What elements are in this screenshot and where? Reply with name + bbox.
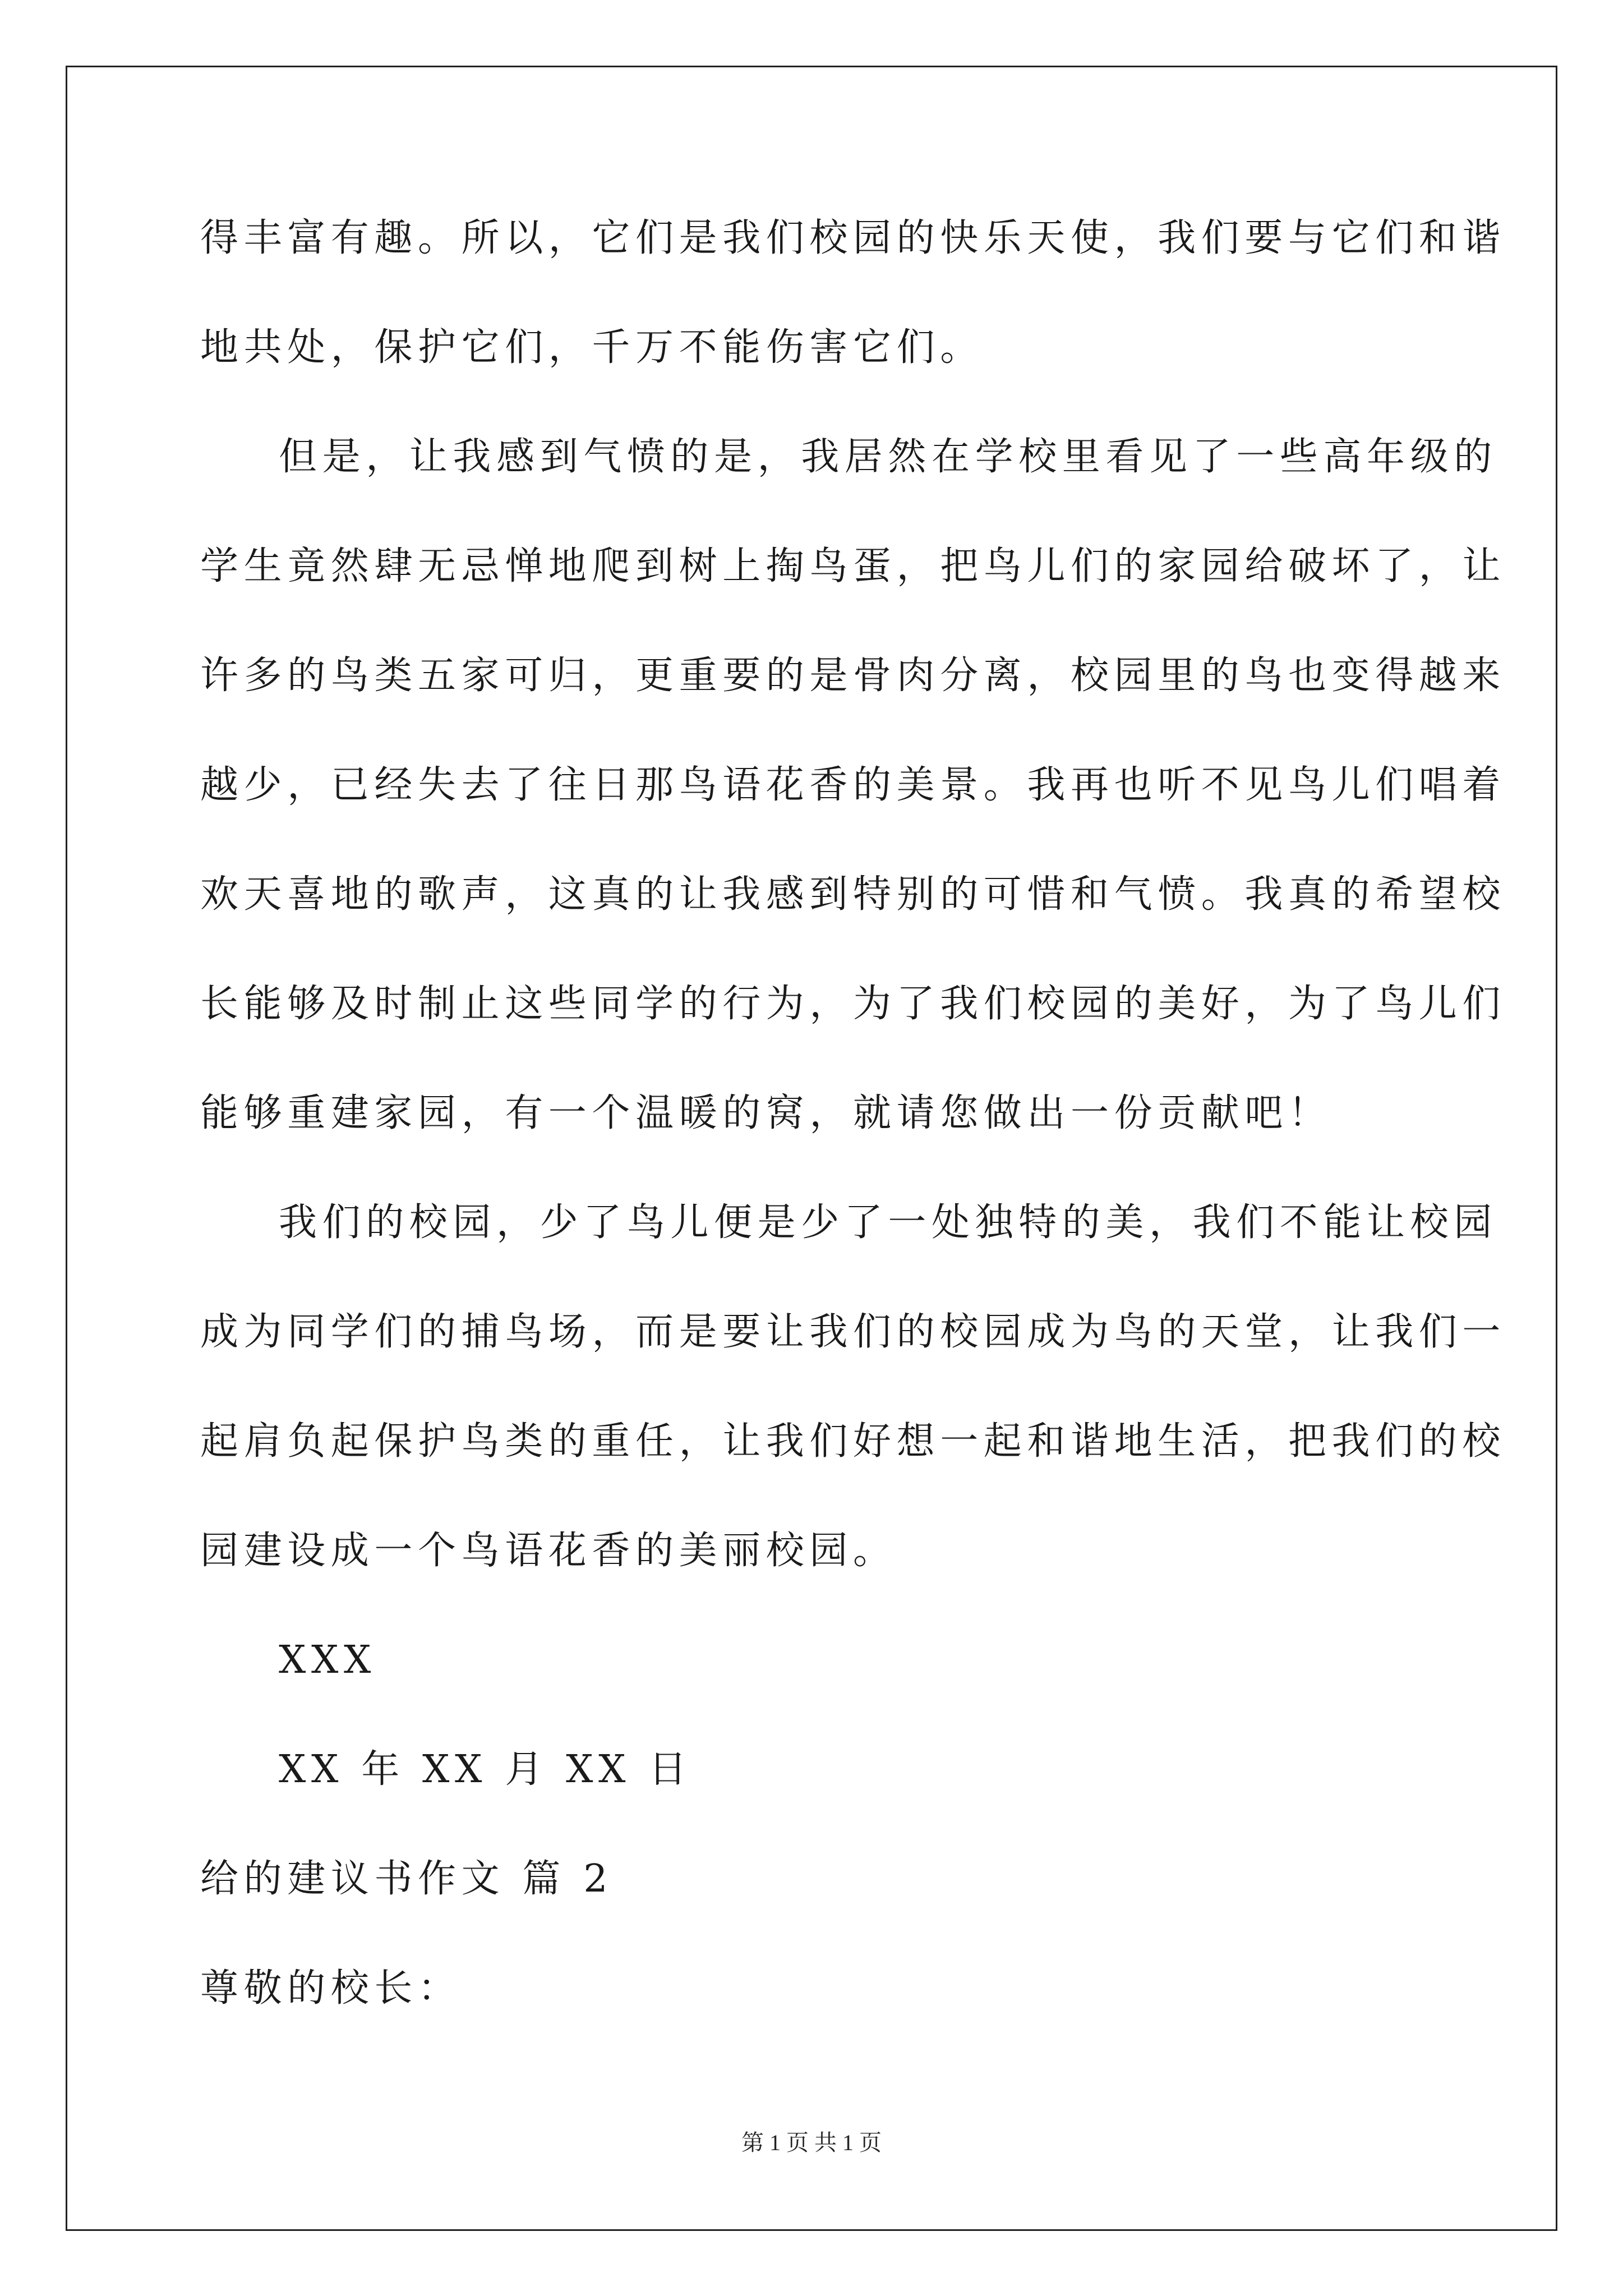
- text-line: 起肩负起保护鸟类的重任，让我们好想一起和谐地生活，把我们的校: [200, 1419, 1506, 1464]
- text-line: 得丰富有趣。所以，它们是我们校园的快乐天使，我们要与它们和谐: [200, 216, 1506, 260]
- text-line: 学生竟然肆无忌惮地爬到树上掏鸟蛋，把鸟儿们的家园给破坏了，让: [200, 544, 1506, 588]
- text-line: 越少，已经失去了往日那鸟语花香的美景。我再也听不见鸟儿们唱着: [200, 763, 1506, 807]
- text-line: 许多的鸟类五家可归，更重要的是骨肉分离，校园里的鸟也变得越来: [200, 654, 1506, 698]
- text-line: 我们的校园，少了鸟儿便是少了一处独特的美，我们不能让校园: [279, 1200, 1497, 1245]
- signature: XXX: [279, 1638, 377, 1682]
- text-line: 成为同学们的捕鸟场，而是要让我们的校园成为鸟的天堂，让我们一: [200, 1310, 1506, 1354]
- text-line: 能够重建家园，有一个温暖的窝，就请您做出一份贡献吧！: [200, 1091, 1332, 1135]
- text-line: 长能够及时制止这些同学的行为，为了我们校园的美好，为了鸟儿们: [200, 982, 1506, 1026]
- salutation: 尊敬的校长：: [200, 1966, 462, 2010]
- section-heading: 给的建议书作文 篇 2: [200, 1857, 614, 1901]
- date-line: XX 年 XX 月 XX 日: [279, 1747, 692, 1792]
- text-line: 但是，让我感到气愤的是，我居然在学校里看见了一些高年级的: [279, 435, 1497, 479]
- text-line: 园建设成一个鸟语花香的美丽校园。: [200, 1529, 897, 1573]
- text-line: 欢天喜地的歌声，这真的让我感到特别的可惜和气愤。我真的希望校: [200, 872, 1506, 917]
- text-line: 地共处，保护它们，千万不能伤害它们。: [200, 325, 984, 370]
- page-footer: 第 1 页 共 1 页: [741, 2130, 882, 2155]
